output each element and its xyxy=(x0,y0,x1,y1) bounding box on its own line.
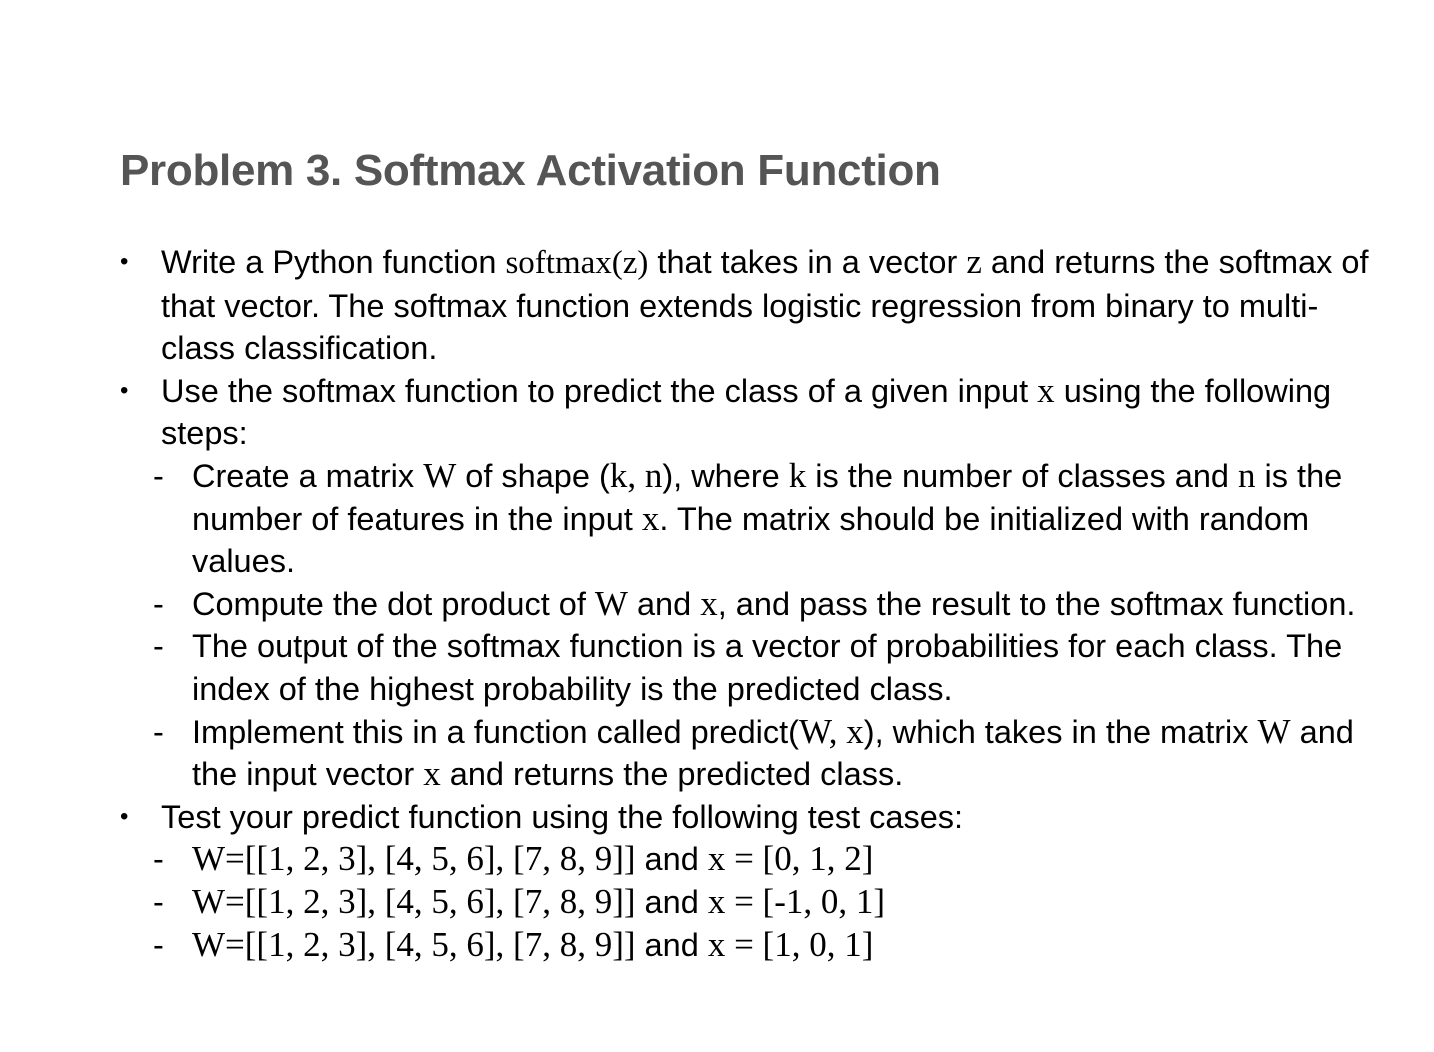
math-var: z xyxy=(966,242,982,281)
test-case: - W=[[1, 2, 3], [4, 5, 6], [7, 8, 9]] and x = [-1, 0, 1] xyxy=(120,881,1380,924)
step-dot-product: - Compute the dot product of W and x, and pass the result to the softmax function. xyxy=(120,583,1380,626)
bullet-predict-steps: • Use the softmax function to predict the class of a given input x using the following steps: xyxy=(120,370,1332,452)
test-case-vector: x = [-1, 0, 1] xyxy=(707,881,886,921)
math-var: W xyxy=(594,583,628,623)
math-var: k, n xyxy=(609,455,663,495)
problem-content xyxy=(120,241,1380,966)
problem-title: Problem 3. Softmax Activation Function xyxy=(120,146,941,195)
test-case-matrix: W=[[1, 2, 3], [4, 5, 6], [7, 8, 9]] xyxy=(192,881,636,921)
bullet-marker: • xyxy=(120,802,129,830)
step-output-probabilities: - The output of the softmax function is a vector of probabilities for each class. The index of the highest probability is the predicted class. xyxy=(120,625,1380,710)
math-var: x xyxy=(700,583,718,623)
bullet-softmax-function: • Write a Python function softmax(z) that takes in a vector z and returns the softmax of that vector. The softmax function extends logistic regression from binary to multi-class classification. xyxy=(120,242,1369,367)
math-var: W xyxy=(1257,711,1291,751)
bullet-marker: • xyxy=(120,248,129,275)
dash-marker: - xyxy=(153,926,164,963)
test-case-matrix: W=[[1, 2, 3], [4, 5, 6], [7, 8, 9]] xyxy=(192,924,636,964)
dash-marker: - xyxy=(153,457,164,494)
bullet-marker: • xyxy=(120,376,129,404)
math-var: W xyxy=(423,455,457,495)
test-case-vector: x = [1, 0, 1] xyxy=(707,924,874,964)
test-case: - W=[[1, 2, 3], [4, 5, 6], [7, 8, 9]] and x = [0, 1, 2] xyxy=(120,838,1380,881)
step-implement-predict: - Implement this in a function called predict(W, x), which takes in the matrix W and the input vector x and returns the predicted class. xyxy=(153,711,1354,794)
dash-marker: - xyxy=(153,883,164,920)
dash-marker: - xyxy=(153,841,164,878)
test-case: - W=[[1, 2, 3], [4, 5, 6], [7, 8, 9]] and x = [1, 0, 1] xyxy=(120,924,1380,967)
math-var: W, x xyxy=(798,711,864,751)
math-var: x xyxy=(1037,370,1055,410)
test-case-matrix: W=[[1, 2, 3], [4, 5, 6], [7, 8, 9]] xyxy=(192,839,636,879)
step-create-matrix: - Create a matrix W of shape (k, n), where k is the number of classes and n is the number of features in the input x. The matrix should be initialized with random values. xyxy=(153,455,1343,580)
test-case-vector: x = [0, 1, 2] xyxy=(707,839,874,879)
function-name: softmax(z) xyxy=(505,245,649,281)
math-var: x xyxy=(641,498,660,538)
math-var: n xyxy=(1238,455,1256,495)
math-var: k xyxy=(788,455,807,495)
dash-marker: - xyxy=(153,628,164,665)
math-var: x xyxy=(423,754,441,794)
dash-marker: - xyxy=(153,713,164,750)
dash-marker: - xyxy=(153,585,164,622)
bullet-test-cases: • Test your predict function using the following test cases: xyxy=(120,796,1380,839)
